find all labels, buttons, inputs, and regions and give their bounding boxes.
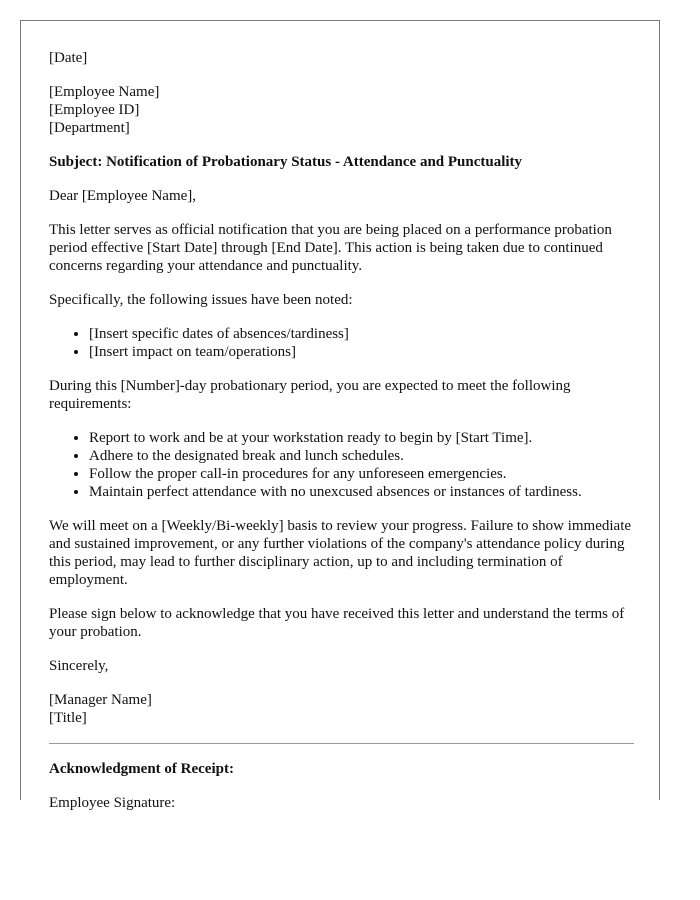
signer-title: [Title]	[49, 710, 87, 726]
signer-block	[49, 691, 634, 727]
letter-body	[49, 49, 634, 828]
letter-page	[20, 20, 660, 811]
list-item: • Report to work and be at your workstation ready to begin by [Start Time].	[89, 429, 634, 447]
list-item: • Follow the proper call-in procedures for any unforeseen emergencies.	[89, 465, 634, 483]
sign-paragraph: Please sign below to acknowledge that you have received this letter and understand the terms of your probation.	[49, 606, 625, 640]
list-item: • [Insert impact on team/operations]	[89, 343, 634, 361]
recipient-block	[49, 83, 634, 137]
letter-date: [Date]	[49, 50, 88, 66]
list-item: • [Insert specific dates of absences/tardiness]	[89, 325, 634, 343]
recipient-name: [Employee Name]	[49, 84, 160, 100]
list-item: • Maintain perfect attendance with no unexcused absences or instances of tardiness.	[89, 483, 634, 501]
recipient-department: [Department]	[49, 120, 130, 136]
section-divider	[49, 743, 634, 744]
subject-line: Subject: Notification of Probationary Status - Attendance and Punctuality	[49, 154, 523, 170]
signer-name: [Manager Name]	[49, 692, 152, 708]
issues-list	[49, 325, 634, 361]
recipient-id: [Employee ID]	[49, 102, 140, 118]
intro-paragraph: This letter serves as official notification that you are being placed on a performance probation period effective [Start Date] through [End Date]. This action is being taken due to continued concerns regarding your attendance and punctuality.	[49, 222, 612, 274]
requirements-list	[49, 429, 634, 501]
salutation: Dear [Employee Name],	[49, 188, 197, 204]
review-paragraph: We will meet on a [Weekly/Bi-weekly] basis to review your progress. Failure to show immediate and sustained improvement, or any further violations of the company's attendance policy during this period, may lead to further disciplinary action, up to and including termination of employment.	[49, 518, 632, 588]
acknowledgment-heading: Acknowledgment of Receipt:	[49, 761, 234, 777]
list-item: • Adhere to the designated break and lunch schedules.	[89, 447, 634, 465]
closing: Sincerely,	[49, 658, 109, 674]
requirements-lead: During this [Number]-day probationary period, you are expected to meet the following requirements:	[49, 378, 571, 412]
issues-lead: Specifically, the following issues have been noted:	[49, 292, 353, 308]
acknowledgment-signature-line: Employee Signature:	[49, 795, 176, 811]
